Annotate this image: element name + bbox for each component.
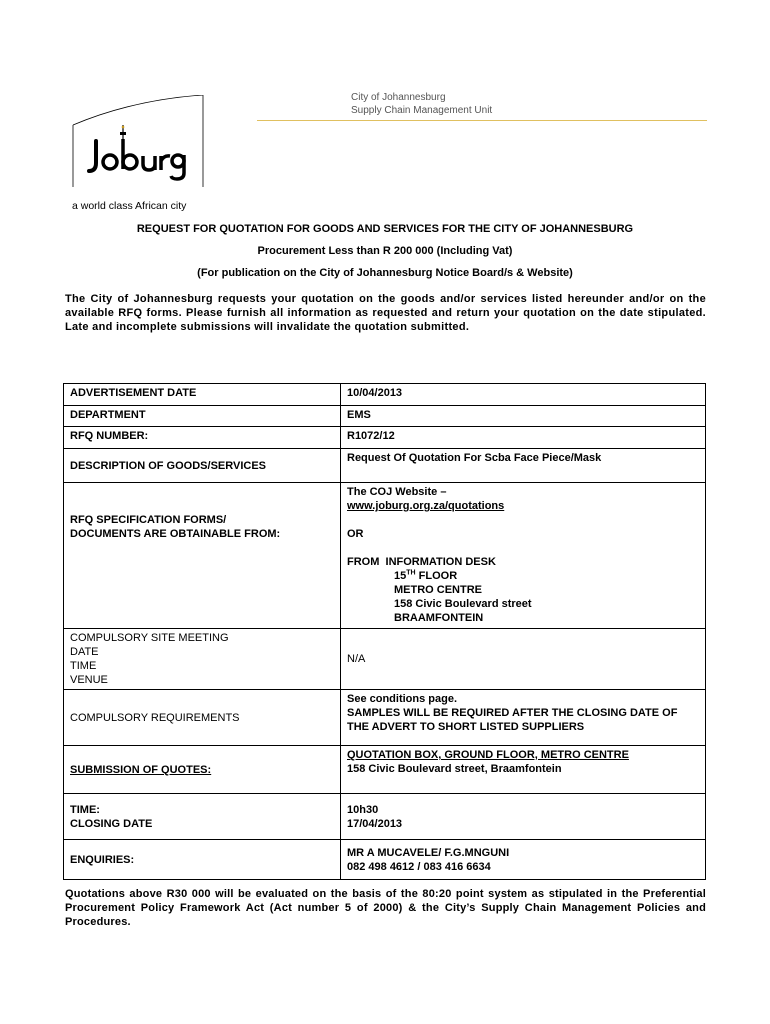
enquiries-phones: 082 498 4612 / 083 416 6634: [347, 860, 491, 873]
row-description: [64, 449, 706, 483]
joburg-logo: [72, 95, 204, 187]
spec-street: 158 Civic Boulevard street: [394, 598, 532, 610]
spec-label-line2: DOCUMENTS ARE OBTAINABLE FROM:: [70, 528, 281, 540]
closing-value: [341, 794, 706, 840]
site-meeting-value: N/A: [341, 629, 706, 690]
procurement-limit: Procurement Less than R 200 000 (Including Vat): [257, 245, 513, 257]
time-value: 10h30: [347, 803, 379, 816]
row-specification-forms: [64, 483, 706, 629]
publication-note: (For publication on the City of Johannesburg Notice Board/s & Website): [197, 267, 573, 279]
org-name: City of Johannesburg: [351, 92, 446, 103]
spec-label-line1: RFQ SPECIFICATION FORMS/: [70, 514, 227, 526]
requirements-line2: SAMPLES WILL BE REQUIRED AFTER THE CLOSING DATE OF THE ADVERT TO SHORT LISTED SUPPLIERS: [347, 707, 678, 733]
evaluation-note: Quotations above R30 000 will be evaluated on the basis of the 80:20 point system as stipulated in the Preferential Procurement Policy Framework Act (Act number 5 of 2000) & the City’s Supply Chain Management Policies and Procedures.: [65, 888, 706, 928]
closing-date-label: CLOSING DATE: [70, 817, 153, 830]
site-meeting-label-date: DATE: [70, 646, 99, 658]
advertisement-date-value: 10/04/2013: [341, 384, 706, 406]
closing-label: [64, 794, 341, 840]
document-title: REQUEST FOR QUOTATION FOR GOODS AND SERVICES FOR THE CITY OF JOHANNESBURG: [136, 223, 634, 235]
submission-label: SUBMISSION OF QUOTES:: [64, 746, 341, 794]
spec-website-link[interactable]: www.joburg.org.za/quotations: [347, 500, 505, 512]
enquiries-value: [341, 840, 706, 880]
spec-floor: [347, 569, 699, 583]
spec-or: OR: [347, 528, 364, 540]
row-compulsory-requirements: [64, 690, 706, 746]
department-label: DEPARTMENT: [64, 406, 341, 427]
spec-from: FROM: [347, 556, 380, 568]
submission-value: [341, 746, 706, 794]
row-enquiries: [64, 840, 706, 880]
rfq-number-label: RFQ NUMBER:: [64, 427, 341, 449]
spec-floor-number: 15: [394, 570, 407, 582]
row-closing: [64, 794, 706, 840]
org-unit: Supply Chain Management Unit: [351, 105, 493, 116]
site-meeting-label-time: TIME: [70, 660, 97, 672]
submission-line2: 158 Civic Boulevard street, Braamfontein: [347, 763, 562, 775]
enquiries-label: ENQUIRIES:: [64, 840, 341, 880]
department-value: EMS: [341, 406, 706, 427]
row-site-meeting: [64, 629, 706, 690]
spec-floor-word: FLOOR: [418, 570, 458, 582]
specification-forms-label: [64, 483, 341, 629]
logo-tagline: a world class African city: [72, 200, 187, 212]
header-rule: [257, 120, 707, 121]
enquiries-names: MR A MUCAVELE/ F.G.MNGUNI: [347, 846, 510, 859]
rfq-details-table: [63, 383, 706, 880]
spec-website: The COJ Website –: [347, 486, 447, 498]
row-rfq-number: [64, 427, 706, 449]
intro-paragraph: The City of Johannesburg requests your quotation on the goods and/or services listed hereunder and/or on the available RFQ forms. Please furnish all information as requested and return your quotation on the date stipulated. Late and incomplete submissions will invalidate the quotation submitted.: [65, 293, 706, 333]
rfq-number-value: R1072/12: [341, 427, 706, 449]
site-meeting-label-line1: COMPULSORY SITE MEETING: [70, 632, 229, 644]
row-department: [64, 406, 706, 427]
row-submission: [64, 746, 706, 794]
specification-forms-value: [341, 483, 706, 629]
description-value: Request Of Quotation For Scba Face Piece/Mask: [341, 449, 706, 483]
advertisement-date-label: ADVERTISEMENT DATE: [64, 384, 341, 406]
joburg-logo-graphic: [72, 95, 204, 187]
site-meeting-label: [64, 629, 341, 690]
spec-suburb: BRAAMFONTEIN: [394, 612, 484, 624]
time-label: TIME:: [70, 803, 100, 816]
requirements-line1: See conditions page.: [347, 693, 458, 705]
requirements-label: COMPULSORY REQUIREMENTS: [64, 690, 341, 746]
spec-from-line: [347, 555, 699, 569]
closing-date-value: 17/04/2013: [347, 817, 403, 830]
spec-centre: METRO CENTRE: [394, 584, 482, 596]
description-label: DESCRIPTION OF GOODS/SERVICES: [64, 449, 341, 483]
spec-floor-suffix: TH: [406, 569, 416, 577]
header-organisation: [351, 91, 492, 117]
row-advertisement-date: [64, 384, 706, 406]
spec-desk: INFORMATION DESK: [385, 556, 496, 568]
submission-line1: QUOTATION BOX, GROUND FLOOR, METRO CENTRE: [347, 749, 629, 761]
site-meeting-label-venue: VENUE: [70, 674, 108, 686]
requirements-value: [341, 690, 706, 746]
